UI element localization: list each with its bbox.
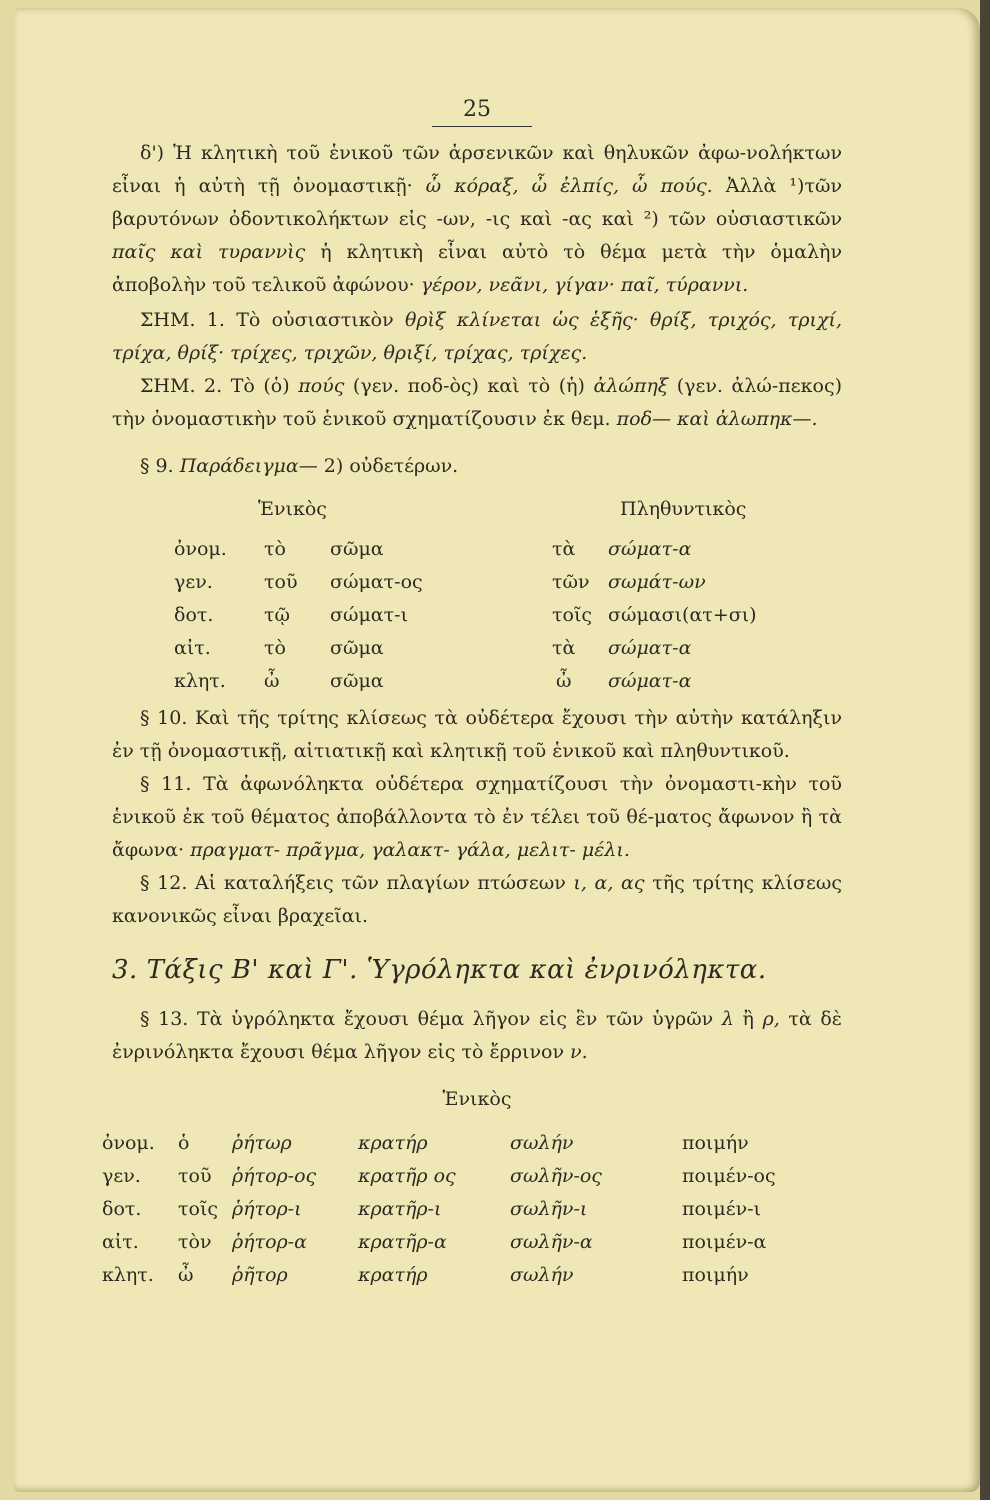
table-row: γεν. τοῦ ῥήτορ-ος κρατῆρ ος σωλῆν-ος ποιμέν-ος (102, 1165, 776, 1187)
table2-header: Ἑνικὸς (442, 1088, 512, 1110)
chapter-heading-3: 3. Τάξις Β' καὶ Γ'. Ὑγρόληκτα καὶ ἐνρινόληκτα. (112, 955, 767, 985)
table1-headers (112, 489, 842, 529)
section-10: § 10. Καὶ τῆς τρίτης κλίσεως τὰ οὐδέτερα ἔχουσι τὴν αὐτὴν κατάληξιν ἐν τῇ ὀνομαστικῇ, αἰτιατικῇ καὶ κλητικῇ τοῦ ἑνικοῦ καὶ πληθυντικοῦ. (112, 707, 842, 762)
table-row: ὀνομ. ὁ ῥήτωρ κρατήρ σωλήν ποιμήν (102, 1132, 749, 1154)
section-9-heading: § 9. Παράδειγμα— 2) οὐδετέρων. (140, 455, 459, 477)
table-row: αἰτ. τὸ σῶμα τὰ σώματ-α (174, 637, 692, 659)
page-content (102, 96, 843, 1292)
table-row: δοτ. τῷ σώματ-ι τοῖς σώμασι(ατ+σι) (174, 604, 757, 626)
page-number-rule (432, 126, 532, 127)
section-11: § 11. Τὰ ἀφωνόληκτα οὐδέτερα σχηματίζουσι τὴν ὀνομαστι-κὴν τοῦ ἑνικοῦ ἐκ τοῦ θέματος ἀποβάλλοντα τὸ ἐν τέλει τοῦ θέ-ματος ἄφωνον ἢ τὰ ἄφωνα· πραγματ- πρᾶγμα, γαλακτ- γάλα, μελιτ- μέλι. (112, 773, 842, 861)
note-1: ΣΗΜ. 1. Τὸ οὐσιαστικὸν θρὶξ κλίνεται ὡς ἑξῆς· θρίξ, τριχός, τριχί, τρίχα, θρίξ· τρίχες, τριχῶν, θριξί, τρίχας, τρίχες. (112, 309, 843, 364)
section-12: § 12. Αἱ καταλήξεις τῶν πλαγίων πτώσεων ι, α, ας τῆς τρίτης κλίσεως κανονικῶς εἶναι βραχεῖαι. (112, 872, 842, 927)
table-row: κλητ. ὦ σῶμα ὦ σώματ-α (174, 670, 692, 692)
table-row: αἰτ. τὸν ῥήτορ-α κρατῆρ-α σωλῆν-α ποιμέν-α (102, 1231, 767, 1253)
declension-table-1 (112, 533, 842, 698)
page-number: 25 (463, 97, 491, 122)
page-edge (980, 0, 990, 1500)
table-row: ὀνομ. τὸ σῶμα τὰ σώματ-α (174, 538, 692, 560)
declension-table-2 (102, 1127, 842, 1292)
note-2: ΣΗΜ. 2. Τὸ (ὁ) πούς (γεν. ποδ-ὸς) καὶ τὸ (ἡ) ἀλώπηξ (γεν. ἀλώ-πεκος) τὴν ὀνομαστικὴν τοῦ ἑνικοῦ σχηματίζουσιν ἐκ θεμ. ποδ— καὶ ἀλωπηκ—. (112, 375, 843, 430)
table-row: δοτ. τοῖς ῥήτορ-ι κρατῆρ-ι σωλῆν-ι ποιμέν-ι (102, 1198, 761, 1220)
singular-header: Ἑνικὸς (258, 498, 327, 520)
table-row: κλητ. ὦ ῥῆτορ κρατήρ σωλήν ποιμήν (102, 1264, 749, 1286)
table-row: γεν. τοῦ σώματ-ος τῶν σωμάτ-ων (174, 571, 706, 593)
plural-header: Πληθυντικὸς (620, 498, 747, 520)
section-13: § 13. Τὰ ὑγρόληκτα ἔχουσι θέμα λῆγον εἰς ἓν τῶν ὑγρῶν λ ἢ ρ, τὰ δὲ ἐνρινόληκτα ἔχουσι θέμα λῆγον εἰς τὸ ἔρρινον ν. (112, 1008, 842, 1063)
paragraph-delta: δ') Ἡ κλητικὴ τοῦ ἑνικοῦ τῶν ἀρσενικῶν καὶ θηλυκῶν ἀφω-νολήκτων εἶναι ἡ αὐτὴ τῇ ὀνομαστικῇ· ὦ κόραξ, ὦ ἐλπίς, ὦ πούς. Ἀλλὰ ¹)τῶν βαρυτόνων ὀδοντικολήκτων εἰς -ων, -ις καὶ -ας καὶ ²) τῶν οὐσιαστικῶν παῖς καὶ τυραννὶς ἡ κλητικὴ εἶναι αὐτὸ τὸ θέμα μετὰ τὴν ὁμαλὴν ἀποβολὴν τοῦ τελικοῦ ἀφώνου· γέρον, νεᾶνι, γίγαν· παῖ, τύραννι. (112, 142, 842, 296)
